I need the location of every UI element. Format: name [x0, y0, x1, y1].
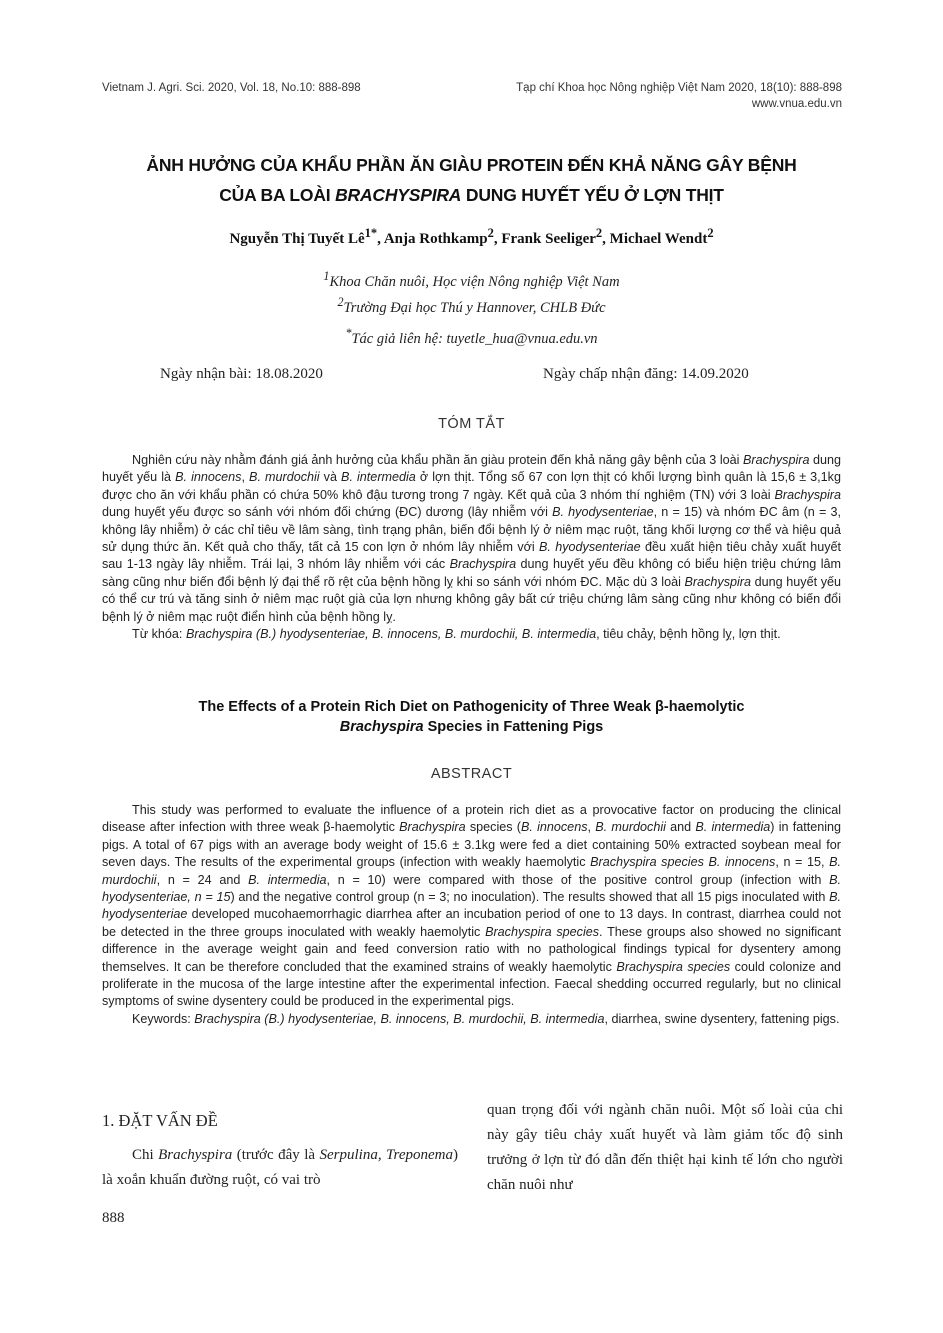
title-genus: BRACHYSPIRA: [335, 185, 462, 205]
author-separator: ,: [602, 231, 610, 247]
affiliation: [60, 266, 883, 292]
title-line-2-post: DUNG HUYẾT YẾU Ở LỢN THỊT: [461, 185, 724, 205]
body-column-right: [487, 1098, 843, 1198]
en-keywords: Keywords: Brachyspira (B.) hyodysenteriae, B. innocens, B. murdochii, B. intermedia, diarrhea, swine dysentery, fattening pigs.: [132, 1011, 840, 1026]
accepted-date: Ngày chấp nhận đăng: 14.09.2020: [543, 366, 749, 382]
author: Frank Seeliger: [501, 231, 596, 247]
body-paragraph-continued: quan trọng đối với ngành chăn nuôi. Một số loài của chi này gây tiêu chảy xuất huyết và làm giảm tốc độ sinh trưởng ở lợn từ đó dẫn đến thiệt hại kinh tế lớn cho người chăn nuôi như: [487, 1102, 843, 1193]
paper-title: [60, 150, 883, 210]
body-paragraph: Chi Brachyspira (trước đây là Serpulina, Treponema) là xoắn khuẩn đường ruột, có vai trò: [102, 1147, 458, 1188]
title-line-1: ẢNH HƯỞNG CỦA KHẨU PHẦN ĂN GIÀU PROTEIN ĐẾN KHẢ NĂNG GÂY BỆNH: [146, 155, 797, 175]
title-line-2: [60, 180, 883, 210]
journal-header-en: Vietnam J. Agri. Sci. 2020, Vol. 18, No.10: 888-898: [102, 82, 361, 94]
vi-abstract: [102, 452, 841, 643]
author: Anja Rothkamp: [383, 231, 488, 247]
title-line-2-pre: CỦA BA LOÀI: [219, 185, 336, 205]
author-sup: 2: [595, 226, 603, 240]
affiliation-sup: 1: [323, 269, 330, 283]
corresponding-sup: *: [345, 326, 352, 340]
author-sup: 2: [707, 226, 714, 240]
en-abstract-heading: ABSTRACT: [430, 766, 513, 782]
vi-abstract-body: Nghiên cứu này nhằm đánh giá ảnh hưởng của khẩu phần ăn giàu protein đến khả năng gây bệnh của 3 loài Brachyspira dung huyết yếu là B. innocens, B. murdochii và B. intermedia ở lợn thịt. Tổng số 67 con lợn thịt có khối lượng bình quân là 15,6 ± 3,1kg được cho ăn với khẩu phần có chứa 50% khô đậu tương trong 7 ngày. Kết quả của 3 nhóm thí nghiệm (TN) với 3 loài Brachyspira dung huyết yếu được so sánh với nhóm đối chứng (ĐC) dương (lây nhiễm với B. hyodysenteriae, n = 15) và nhóm ĐC âm (n = 3, không lây nhiễm) ở các chỉ tiêu về lâm sàng, tình trạng phân, biến đổi bệnh lý ở niêm mạc ruột, tăng khối lượng cơ thể và hiệu quả sử dụng thức ăn. Kết quả cho thấy, tất cả 15 con lợn ở nhóm lây nhiễm với B. hyodysenteriae đều xuất hiện tiêu chảy xuất huyết sau 1-13 ngày lây nhiễm. Trái lại, 3 nhóm lây nhiễm với các Brachyspira dung huyết yếu đều không có biểu hiện triệu chứng lâm sàng cũng như biến đổi bệnh lý đại thể rõ rệt của bệnh hồng lỵ khi so sánh với nhóm ĐC. Mặc dù 3 loài Brachyspira dung huyết yếu có thể cư trú và tăng sinh ở niêm mạc ruột già của lợn nhưng không gây bất cứ triệu chứng lâm sàng cũng như không có biến đổi bệnh lý ở niêm mạc ruột điển hình của bệnh hồng lỵ.: [102, 453, 842, 624]
corresponding-text: Tác giả liên hệ: tuyetle_hua@vnua.edu.vn: [351, 330, 598, 347]
english-title: [60, 697, 883, 737]
author-separator: ,: [377, 231, 384, 247]
journal-website: www.vnua.edu.vn: [751, 98, 842, 110]
en-abstract-body: This study was performed to evaluate the influence of a protein rich diet as a provocative factor on producing the clinical disease after infection with three weak β-haemolytic Brachyspira species (B. innocens, B. murdochii and B. intermedia) in fattening pigs. A total of 67 pigs with an average body weight of 15.6 ± 3.1kg were fed a diet containing 50% extracted soybean meal for seven days. The results of the experimental groups (infection with weakly haemolytic Brachyspira species B. innocens, n = 15, B. murdochii, n = 24 and B. intermedia, n = 10) were compared with those of the positive control group (infection with B. hyodysenteriae, n = 15) and the negative control group (n = 3; no inoculation). The results showed that all 15 pigs inoculated with B. hyodysenteriae developed mucohaemorrhagic diarrhea after an incubation period of one to 13 days. In contrast, diarrhea could not be detected in the three groups inoculated with weakly haemolytic Brachyspira species. These groups also showed no significant difference in the average weight gain and feed conversion ratio with no pathological findings typical for dysentery among themselves. It can be therefore concluded that the examined strains of weakly haemolytic Brachyspira species could colonize and proliferate in the mucosa of the large intestine after the experimental infection. Faecal shedding occurred regularly, but no clinical symptoms of swine dysentery could be produced in the experimental pigs.: [102, 803, 842, 1009]
journal-header-vi: [516, 80, 842, 112]
journal-header-vi-line: Tạp chí Khoa học Nông nghiệp Việt Nam 2020, 18(10): 888-898: [516, 82, 842, 94]
vi-abstract-heading: TÓM TẮT: [438, 416, 505, 432]
english-title-line-1: The Effects of a Protein Rich Diet on Pathogenicity of Three Weak β-haemolytic: [198, 699, 745, 715]
corresponding-author: [60, 326, 883, 348]
page-number: 888: [102, 1210, 125, 1226]
body-column-left: [102, 1098, 458, 1193]
author: Nguyễn Thị Tuyết Lê: [229, 231, 365, 247]
author-sup: 1*: [364, 226, 378, 240]
english-title-genus: Brachyspira: [339, 719, 424, 735]
affiliation-text: Trường Đại học Thú y Hannover, CHLB Đức: [343, 299, 606, 316]
english-title-line-2: [60, 717, 883, 737]
affiliations: [60, 266, 883, 318]
vi-keywords: Từ khóa: Brachyspira (B.) hyodysenteriae, B. innocens, B. murdochii, B. intermedia, tiêu chảy, bệnh hồng lỵ, lợn thịt.: [132, 627, 781, 642]
section-heading: 1. ĐẶT VẤN ĐỀ: [102, 1111, 218, 1130]
affiliation-text: Khoa Chăn nuôi, Học viện Nông nghiệp Việt Nam: [329, 273, 620, 290]
author-list: [60, 226, 883, 248]
received-date: Ngày nhận bài: 18.08.2020: [160, 366, 323, 382]
english-title-rest: Species in Fattening Pigs: [423, 719, 604, 735]
author-separator: ,: [493, 231, 502, 247]
affiliation: [60, 292, 883, 318]
author-sup: 2: [487, 226, 494, 240]
affiliation-sup: 2: [337, 294, 344, 309]
author: Michael Wendt: [609, 231, 708, 247]
en-abstract: [102, 802, 841, 1028]
